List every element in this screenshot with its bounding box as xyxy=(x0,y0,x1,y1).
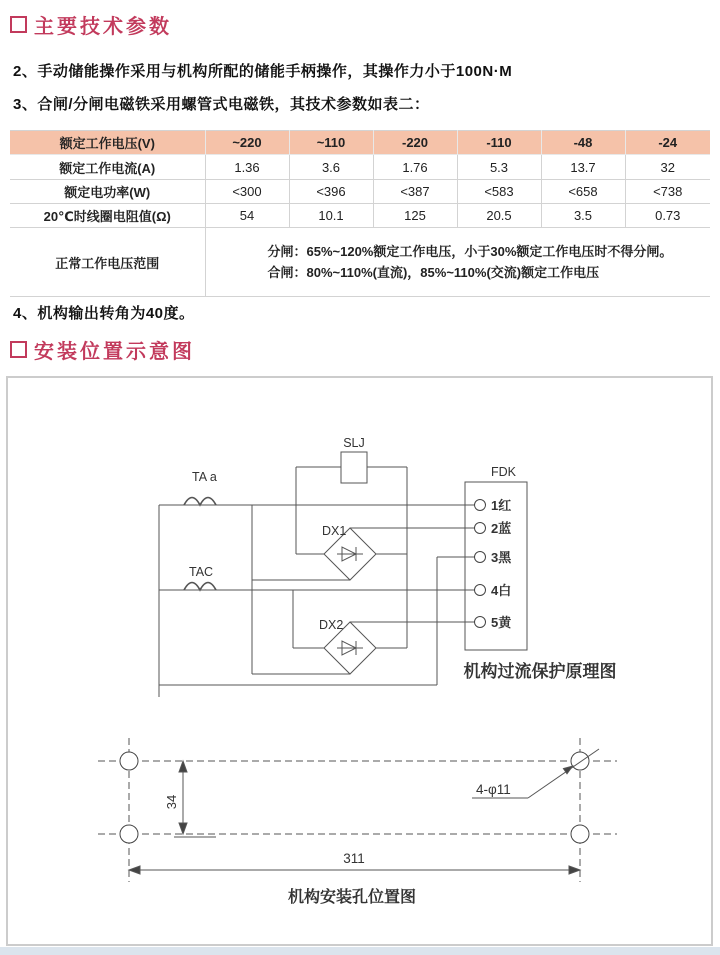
table-cell: 0.73 xyxy=(625,204,710,228)
table-cell: <300 xyxy=(205,180,289,204)
terminal-circle-5 xyxy=(475,617,486,628)
ct-ta-a-symbol xyxy=(184,498,216,506)
schematic-caption: 机构过流保护原理图 xyxy=(463,662,617,681)
voltage-range-close: 合闸：80%~110%(直流)，85%~110%(交流)额定工作电压 xyxy=(267,265,600,280)
slj-coil-rect xyxy=(341,452,367,483)
terminal-circle-2 xyxy=(475,523,486,534)
terminal-label-1: 1红 xyxy=(491,498,512,513)
table-cell: 125 xyxy=(373,204,457,228)
table-cell: 10.1 xyxy=(289,204,373,228)
table-row-voltage xyxy=(10,131,710,155)
table-row-label: 20℃时线圈电阻值(Ω) xyxy=(10,204,205,228)
table-cell: 54 xyxy=(205,204,289,228)
slj-label: SLJ xyxy=(343,436,365,450)
dim-label-311: 311 xyxy=(343,851,365,866)
dim-label-34: 34 xyxy=(164,794,179,810)
table-cell: -220 xyxy=(373,131,457,155)
tac-label: TAC xyxy=(189,565,214,579)
dx1-label: DX1 xyxy=(322,524,347,538)
mount-hole-bottom-right xyxy=(571,825,589,843)
heading-square-icon xyxy=(10,341,27,358)
installation-diagrams xyxy=(0,375,720,955)
table-row-label: 额定工作电流(A) xyxy=(10,155,205,180)
section-title-text: 安装位置示意图 xyxy=(34,341,195,363)
table-cell: -110 xyxy=(457,131,541,155)
table-cell: 5.3 xyxy=(457,155,541,180)
terminal-circle-3 xyxy=(475,552,486,563)
terminal-label-5: 5黄 xyxy=(491,615,512,630)
mount-hole-top-right xyxy=(571,752,589,770)
table-cell: 1.76 xyxy=(373,155,457,180)
hole-callout-label: 4-φ11 xyxy=(476,782,511,797)
table-cell: 3.6 xyxy=(289,155,373,180)
table-cell: <658 xyxy=(541,180,625,204)
table-row-resistance xyxy=(10,204,710,228)
table-cell: ~220 xyxy=(205,131,289,155)
paragraph-item-4: 4、机构输出转角为40度。 xyxy=(13,305,195,322)
table-row-label: 正常工作电压范围 xyxy=(10,228,205,297)
paragraph-item-2: 2、手动储能操作采用与机构所配的储能手柄操作，其操作力小于100N·M xyxy=(13,63,513,80)
page-bottom-strip xyxy=(0,947,720,955)
heading-square-icon xyxy=(10,16,27,33)
voltage-range-open: 分闸：65%~120%额定工作电压，小于30%额定工作电压时不得分闸。 xyxy=(267,244,673,259)
terminal-label-3: 3黑 xyxy=(491,550,512,565)
terminal-circle-1 xyxy=(475,500,486,511)
paragraph-item-3: 3、合闸/分闸电磁铁采用螺管式电磁铁，其技术参数如表二： xyxy=(13,96,430,113)
section-title-installation-diagram xyxy=(10,335,195,364)
terminal-label-4: 4白 xyxy=(491,583,512,598)
table-row-voltage-range xyxy=(10,228,710,297)
table-header-label: 额定工作电压(V) xyxy=(10,131,205,155)
mounting-caption: 机构安装孔位置图 xyxy=(287,889,417,906)
table-row-power xyxy=(10,180,710,204)
dim-arrow-34-bottom xyxy=(179,823,187,834)
table-cell: <738 xyxy=(625,180,710,204)
table-cell: 1.36 xyxy=(205,155,289,180)
dx2-label: DX2 xyxy=(319,618,344,632)
fdk-label: FDK xyxy=(491,465,516,479)
dim-arrow-34-top xyxy=(179,761,187,772)
table-cell: <583 xyxy=(457,180,541,204)
table-row-label: 额定电功率(W) xyxy=(10,180,205,204)
table-cell: 3.5 xyxy=(541,204,625,228)
table-cell: -24 xyxy=(625,131,710,155)
dim-arrow-311-right xyxy=(569,866,580,874)
table-cell: ~110 xyxy=(289,131,373,155)
table-cell: <396 xyxy=(289,180,373,204)
terminal-label-2: 2蓝 xyxy=(491,521,512,536)
terminal-circle-4 xyxy=(475,585,486,596)
table-cell: 32 xyxy=(625,155,710,180)
table-cell: <387 xyxy=(373,180,457,204)
ct-tac-symbol xyxy=(184,583,216,591)
ta-a-label: TA a xyxy=(192,470,217,484)
section-title-main-parameters xyxy=(10,10,172,39)
leader-line xyxy=(528,749,599,798)
table-cell: 20.5 xyxy=(457,204,541,228)
dim-arrow-311-left xyxy=(129,866,140,874)
table-cell: 13.7 xyxy=(541,155,625,180)
section-title-text: 主要技术参数 xyxy=(34,16,172,38)
mount-hole-top-left xyxy=(120,752,138,770)
table-row-current xyxy=(10,155,710,180)
technical-parameters-table xyxy=(10,130,710,297)
table-cell: -48 xyxy=(541,131,625,155)
voltage-range-cell xyxy=(205,228,710,297)
mount-hole-bottom-left xyxy=(120,825,138,843)
